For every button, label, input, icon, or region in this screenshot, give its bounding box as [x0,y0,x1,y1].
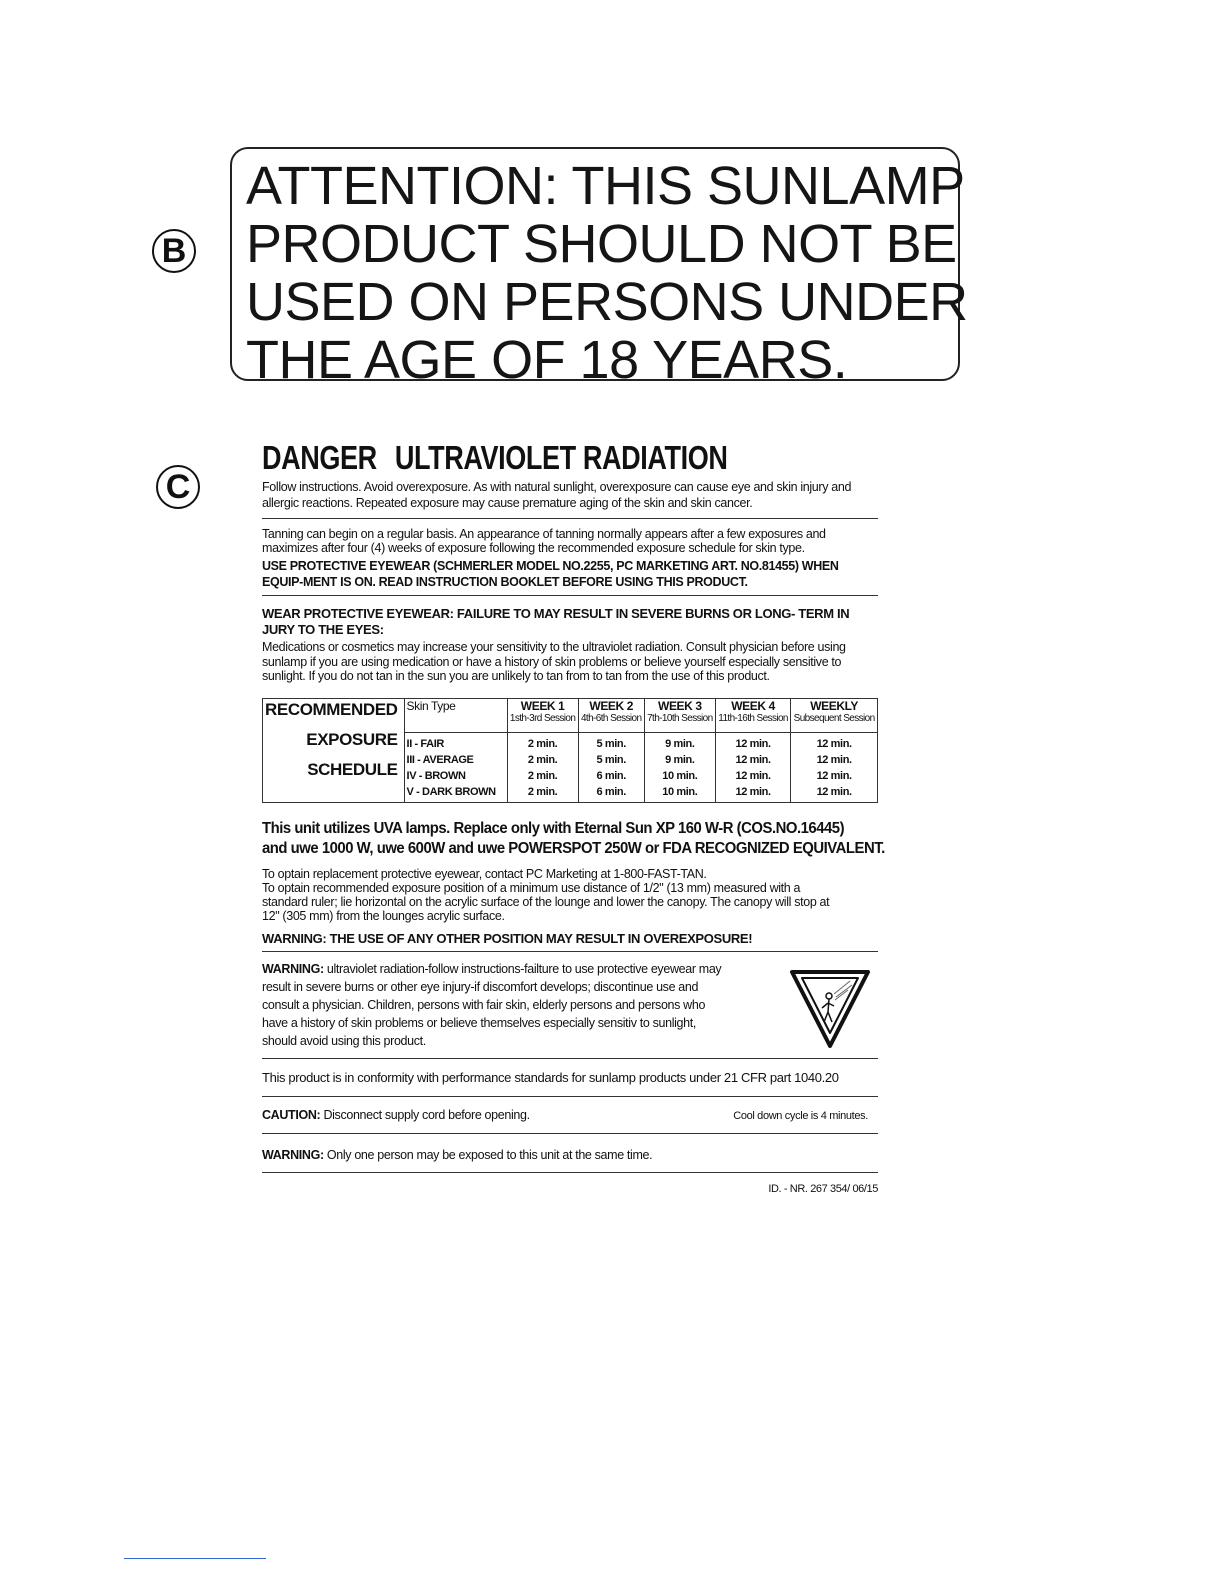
divider [262,1172,878,1173]
divider [262,1133,878,1134]
week-values [507,732,578,802]
danger-warning-label [262,438,885,1195]
schedule-title: EXPOSURE [306,729,398,749]
week-name: WEEK 1 [520,698,565,713]
intro-text: Follow instructions. Avoid overexposure. As with natural sunlight, overexposure can cause eye and skin injury and allergic reactions. Repeated exposure may cause premature aging of the skin and skin cancer. [262,480,852,510]
exposure-time: 6 min. [596,769,626,782]
skin-type: III - AVERAGE [406,753,474,766]
exposure-time: 2 min. [527,769,558,782]
week-sessions: 1sth-3rd Session [509,712,576,724]
exposure-time: 5 min. [596,753,626,766]
uva-lamps-line: and uwe 1000 W, uwe 600W and uwe POWERSPOT 250W or FDA RECOGNIZED EQUIVALENT. [262,839,885,857]
exposure-time: 2 min. [527,753,558,766]
exposure-schedule-table [262,698,878,803]
exposure-time: 12 min. [816,769,852,782]
attention-line: PRODUCT SHOULD NOT BE [246,214,957,274]
week-sessions: 4th-6th Session [580,712,642,724]
week-name: WEEK 4 [731,698,775,713]
exposure-time: 12 min. [735,785,771,798]
week-values [578,732,644,802]
week-header [578,698,644,732]
exposure-time: 12 min. [816,785,852,798]
divider [262,518,878,519]
week-values [715,732,790,802]
tanning-text: Tanning can begin on a regular basis. An appearance of tanning normally appears after a few exposures and maximizes after four (4) weeks of exposure following the recommended exposure schedule for skin type. [262,527,826,555]
caution-label: CAUTION: [262,1107,321,1122]
uv-warning-label: WARNING: [262,961,324,976]
skin-type-header: Skin Type [404,698,507,732]
exposure-time: 6 min. [596,785,626,798]
medications-text: Medications or cosmetics may increase your sensitivity to the ultraviolet radiation. Consult physician before using sunlamp if you are using medication or have a history of skin problems or believe yourself especially sensitive to sunlight. If you do not tan in the sun you are unlikely to tan from to tan from the use of this product. [262,640,846,683]
caution-text [262,1107,530,1123]
exposure-time: 12 min. [735,737,771,750]
week-header [644,698,715,732]
exposure-time: 2 min. [527,785,558,798]
eyewear-notice: USE PROTECTIVE EYEWEAR (SCHMERLER MODEL NO.2255, PC MARKETING ART. NO.81455) WHEN EQUIP-MENT IS ON. READ INSTRUCTION BOOKLET BEFORE USING THIS PRODUCT. [262,559,839,589]
week-header [715,698,790,732]
exposure-time: 10 min. [662,769,698,782]
week-sessions: 11th-16th Session [718,712,788,724]
schedule-title: SCHEDULE [307,759,398,779]
uv-warning-triangle-icon [788,966,872,1050]
skin-type: V - DARK BROWN [406,785,496,798]
danger-title-subject: ULTRAVIOLET RADIATION [394,439,728,476]
id-number: ID. - NR. 267 354/ 06/15 [768,1182,878,1195]
danger-title [262,438,767,478]
wear-eyewear-heading: WEAR PROTECTIVE EYEWEAR: FAILURE TO MAY RESULT IN SEVERE BURNS OR LONG- TERM IN JURY TO THE EYES: [262,606,850,637]
one-person-body: Only one person may be exposed to this unit at the same time. [326,1147,653,1162]
exposure-time: 10 min. [662,785,698,798]
skin-type-list [404,732,507,802]
exposure-time: 9 min. [665,737,695,750]
divider [262,595,878,596]
position-text: To optain recommended exposure position of a minimum use distance of 1/2" (13 mm) measured with a standard ruler; lie horizontal on the acrylic surface of the lounge and lower the canopy. The canopy will stop at 12" (305 mm) from the lounges acrylic surface. [262,880,830,923]
week-sessions: 7th-10th Session [647,712,713,724]
caution-row [262,1107,878,1124]
divider [262,1096,878,1097]
section-b-letter: B [161,232,187,270]
week-header [791,698,878,732]
skin-type: IV - BROWN [406,769,466,782]
cool-down-text: Cool down cycle is 4 minutes. [733,1109,868,1122]
exposure-time: 5 min. [596,737,626,750]
exposure-time: 12 min. [735,769,771,782]
attention-line: THE AGE OF 18 YEARS. [246,330,848,390]
week-name: WEEK 3 [658,698,702,713]
danger-title-word: DANGER [262,439,377,476]
week-name: WEEKLY [810,698,859,713]
week-sessions: Subsequent Session [793,712,875,724]
week-values [644,732,715,802]
uv-warning-block [262,960,878,1050]
divider [262,1058,878,1059]
one-person-warning [262,1147,878,1163]
attention-box [230,147,968,390]
exposure-time: 12 min. [816,753,852,766]
exposure-time: 2 min. [527,737,558,750]
eyewear-contact-text: To optain replacement protective eyewear, contact PC Marketing at 1-800-FAST-TAN. [262,866,707,881]
week-values [791,732,878,802]
uv-warning-body: ultraviolet radiation-follow instructions-failture to use protective eyewear may result in severe burns or other eye injury-if discomfort develops; discontinue use and consult a physician. Children, persons with fair skin, elderly persons and persons who have a history of skin problems or believe themselves especially sensitiv to sunlight, should avoid using this product. [262,961,722,1048]
section-b-marker [152,229,196,273]
section-c-marker [156,465,200,509]
schedule-title: RECOMMENDED [265,699,398,719]
position-warning: WARNING: THE USE OF ANY OTHER POSITION MAY RESULT IN OVEREXPOSURE! [262,930,753,946]
week-name: WEEK 2 [589,698,634,713]
skin-type: II - FAIR [406,737,444,750]
exposure-time: 9 min. [665,753,695,766]
schedule-title-cell [263,698,405,802]
attention-line: USED ON PERSONS UNDER [246,272,968,332]
divider [262,951,878,952]
footnote-separator [124,1558,266,1559]
attention-line: ATTENTION: THIS SUNLAMP [246,156,965,216]
exposure-time: 12 min. [816,737,852,750]
exposure-time: 12 min. [735,753,771,766]
one-person-label: WARNING: [262,1147,324,1162]
uv-warning-text [262,960,724,1050]
section-c-letter: C [165,468,191,506]
caution-body: Disconnect supply cord before opening. [323,1107,530,1122]
conformity-text: This product is in conformity with performance standards for sunlamp products under 21 CFR part 1040.20 [262,1069,839,1085]
week-header [507,698,578,732]
uva-lamps-line: This unit utilizes UVA lamps. Replace only with Eternal Sun XP 160 W-R (COS.NO.16445) [262,819,845,837]
